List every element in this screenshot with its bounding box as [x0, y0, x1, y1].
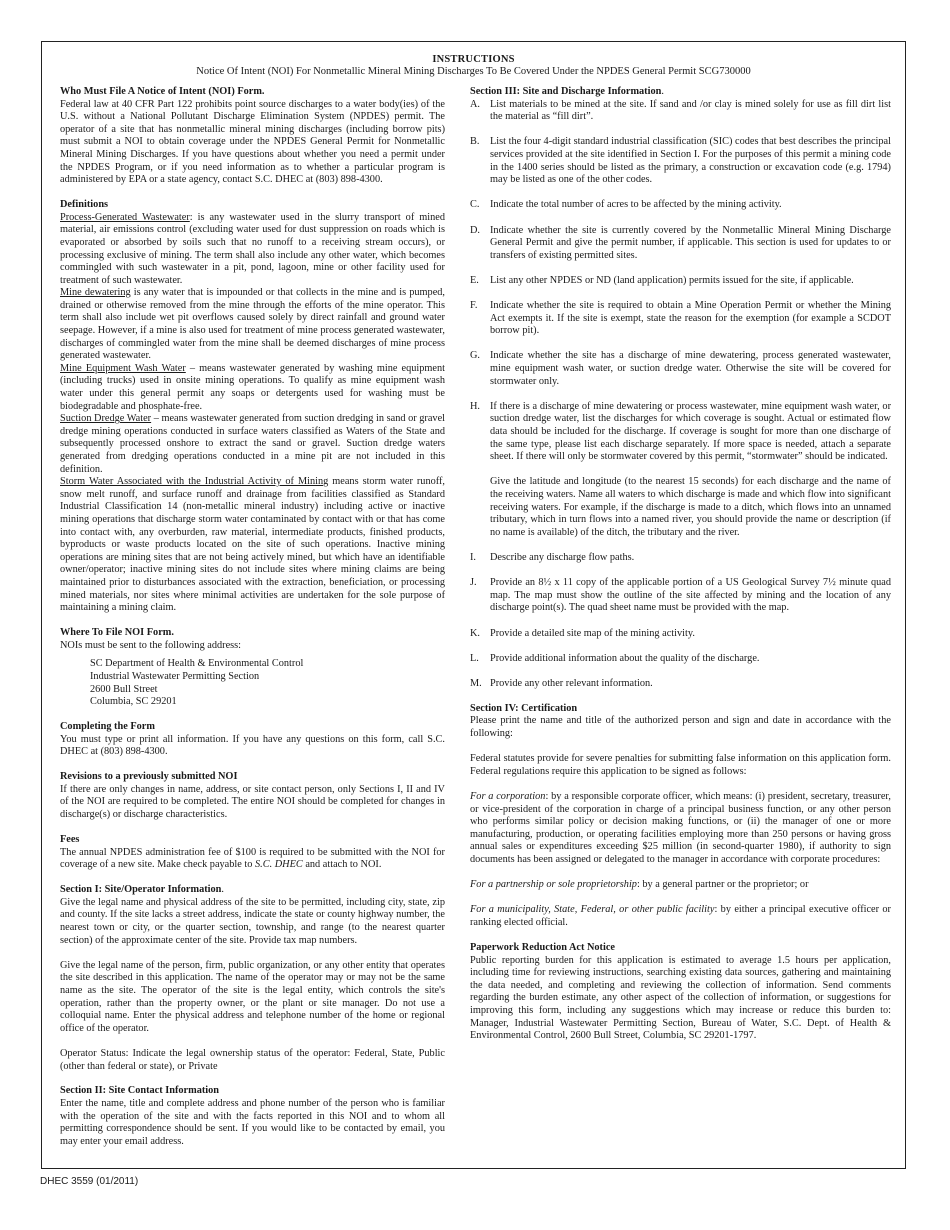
section-body: Federal law at 40 CFR Part 122 prohibits point source discharges to a water body(ies) of the U.S. without a National Pollutant Discharge Elimination System (NPDES) permit. The operator of a site that has nonmetallic mineral mining discharges (including borrow pits) must submit a NOI to obtain coverage under the NPDES General Permit for Nonmetallic Mineral Mining Discharges. If you have questions about whether you need a permit under the NPDES Program, or if you need information as to whether a particular program is administered by EPA or a state agency, contact S.C. DHEC at (803) 898-4300. [60, 98, 445, 186]
where-to-file-section [60, 627, 445, 709]
list-label: A. [470, 98, 481, 110]
form-number: DHEC 3559 (01/2011) [40, 1176, 139, 1187]
list-label: H. [470, 400, 481, 412]
section-body: Please print the name and title of the authorized person and sign and date in accordance with the following: [470, 715, 891, 740]
list-paragraph: If there is a discharge of mine dewatering or process wastewater, mine equipment wash water, or suction dredge water, list the discharges for which coverage is sought. Actual or estimated flow data should be included for the discharge. If coverage is sought for more than one discharge of the same type, please list each discharge separately. If more space is needed, attach a separate sheet. If there will only be stormwater covered by this permit, “stormwater” should be indicated. [490, 400, 891, 463]
section-body: If there are only changes in name, address, or site contact person, only Sections I, II and IV of the NOI are required to be completed. The entire NOI should be completed for changes in discharge(s) or discharge characteristics. [60, 783, 445, 821]
section-2 [60, 1085, 445, 1148]
list-label: E. [470, 274, 479, 286]
section-heading-text: Section I: Site/Operator Information [60, 884, 222, 896]
list-item [470, 552, 891, 565]
page-title: INSTRUCTIONS [432, 54, 515, 65]
list-item [470, 350, 891, 388]
list-item [470, 225, 891, 263]
paperwork-section [470, 942, 891, 1043]
definition-text: is any water that is impounded or that collects in the mine and is pumped, drained or otherwise removed from the mine through the efforts of the mine operator. This term shall also include wet pit overflows caused solely by direct rainfall and ground water seepage. However, if a mine is also used for treatment of mine process generated wastewater, discharges of commingled water from the mine shall be deemed discharges of mine process generated wastewater. [60, 287, 445, 362]
definition-term: Mine dewatering [60, 287, 131, 299]
definition-text: means storm water runoff, snow melt runoff, and surface runoff and drainage from facilities classified as Standard Industrial Classification 14 (non-metallic mineral industry) including active or inactive mining operations that discharge storm water contaminated by contact with or that has come into contact with, any overburden, raw material, intermediate products, finished products, byproducts or waste products located on the site of such operations. Inactive mining operations are mining sites that are not being actively mined, but which have an identifiable owner/operator; inactive mining sites do not include sites where mining claims are being maintained prior to disturbances associated with the extraction, beneficiation, or processing mined materials, nor sites where minimal activities are undertaken for the sole purpose of maintaining a mining claim. [60, 476, 445, 614]
section-heading: Where To File NOI Form. [60, 627, 174, 639]
list-label: J. [470, 577, 477, 589]
list-text: Indicate the total number of acres to be affected by the mining activity. [490, 199, 782, 211]
list-item [470, 275, 891, 288]
section-body: Give the legal name of the person, firm, public organization, or any other entity that operates the site described in this application. The name of the operator may or may not be the same name as the site. The operator of the site is the legal entity, which controls the site's operation, rather than the property owner, or the plant or site manager. Do not use a colloquial name. Enter the physical address and telephone number of the home or regional office of the operator. [60, 959, 445, 1034]
definition-text: : is any wastewater used in the slurry transport of mined material, air emissions control (excluding water used for dust suppression on roads which is evaporated or absorbed by soils such that no runoff to a receiving stream occurs), or processing exclusive of mining. The term shall also include any other water, which becomes commingled with such wastewater in a pit, pond, lagoon, mine or other facility used for treatment of such wastewater. [60, 211, 445, 286]
list-item [470, 136, 891, 186]
address-line: 2600 Bull Street [90, 683, 158, 695]
list-item [470, 678, 891, 691]
definition-term: Process-Generated Wastewater [60, 211, 190, 223]
list-item [470, 628, 891, 641]
section-body: NOIs must be sent to the following address: [60, 639, 242, 651]
section-heading: Who Must File A Notice of Intent (NOI) Form. [60, 86, 265, 97]
fees-text: The annual NPDES administration fee of $100 is required to be submitted with the NOI for coverage of a new site. Make check payable to [60, 846, 445, 871]
definition-term: Suction Dredge Water [60, 413, 152, 425]
list-text: Indicate whether the site is required to obtain a Mine Operation Permit or whether the Mining Act exempts it. If the site is exempt, state the reason for the exemption (for example a SCDOT borrow pit). [490, 300, 891, 337]
definition-text: – means wastewater generated from suction dredging in sand or gravel dredge mining operations conducted in surface waters classified as Waters of the State and subsequently processed onshore to extract the sand or gravel. Suction dredge waters generated from dredging operations conducted in a mine pit are not included in this definition. [60, 413, 445, 475]
section-heading: Section I: Site/Operator Information. [60, 884, 224, 896]
address-line: Industrial Wastewater Permitting Section [90, 670, 260, 682]
definition-text: – means wastewater generated by washing mine equipment (including trucks) used in onsite mining operations. To qualify as mine equipment wash water under this general permit any soaps or detergents used for washing must be biodegradable and phosphate-free. [60, 362, 445, 412]
section-heading: Definitions [60, 199, 109, 211]
signatory-corporation [470, 791, 891, 867]
list-text: Describe any discharge flow paths. [490, 551, 635, 563]
signatory-text: : by a responsible corporate officer, which means: (i) president, secretary, treasurer, or vice-president of the corporation in charge of a principal business function, or any other person who performs similar policy or decision making functions, or (ii) the manager of one or more manufacturing, production, or operating facilities employing more than 250 persons or having gross annual sales or expenditures exceeding $25 million (in second-quarter 1980), if authority to sign documents has been assigned or delegated to the manager in accordance with corporate procedures: [470, 791, 891, 866]
definition-item [60, 476, 445, 615]
list-text: Provide additional information about the quality of the discharge. [490, 652, 760, 664]
section-3 [470, 86, 891, 691]
section-body: You must type or print all information. If you have any questions on this form, call S.C. DHEC at (803) 898-4300. [60, 733, 445, 758]
fees-text: and attach to NOI. [302, 859, 382, 871]
list-text: Provide any other relevant information. [490, 677, 653, 689]
list-text [490, 401, 891, 540]
list-text: Indicate whether the site has a discharge of mine dewatering, process generated wastewater, mine equipment wash water, or suction dredge water. Otherwise the site will be covered for stormwater only. [490, 350, 891, 387]
section-4 [470, 703, 891, 930]
signatory-label: For a municipality, State, Federal, or other public facility [470, 904, 715, 916]
definitions-section [60, 199, 445, 615]
list-item [470, 300, 891, 338]
definition-term: Storm Water Associated with the Industrial Activity of Mining [60, 476, 329, 488]
definition-term: Mine Equipment Wash Water [60, 362, 186, 374]
definition-item [60, 363, 445, 413]
list-paragraph: Give the latitude and longitude (to the nearest 15 seconds) for each discharge and the name of the receiving waters. Name all waters to which discharge is made and which flow into significant receiving waters. For example, if the discharge is made to a ditch, which flows into an unnamed tributary, which in turn flows into a named river, you should provide the name or description (if no name is available) of the ditch, the tributary and the river. [490, 476, 891, 538]
list-text: List the four 4-digit standard industrial classification (SIC) codes that best describes the principal services provided at the site identified in Section I. For the purposes of this permit a mining code in the 1400 series should be listed as the primary, a construction or excavation code (e.g. 1794) may be listed as one of the other codes. [490, 136, 891, 186]
list-label: B. [470, 136, 480, 148]
section-heading-text: Section III: Site and Discharge Information [470, 86, 662, 97]
address-line: SC Department of Health & Environmental Control [90, 658, 304, 670]
signatory-partnership [470, 879, 891, 892]
list-item [470, 653, 891, 666]
list-text: List any other NPDES or ND (land application) permits issued for the site, if applicable. [490, 274, 854, 286]
list-label: I. [470, 551, 477, 563]
section-body: Public reporting burden for this application is estimated to average 1.5 hours per application, including time for reviewing instructions, searching existing data sources, gathering and maintaining the data needed, and completing and reviewing the collection of information. Send comments regarding the burden estimate, any other aspect of the collection of information, or suggestions for improving this form, including any suggestions which may increase or reduce this burden to: Manager, Industrial Wastewater Permitting Section, Bureau of Water, S.C. Dept. of Health & Environmental Control, 2600 Bull Street, Columbia, SC 29201-1797. [470, 954, 891, 1042]
list-item [470, 99, 891, 124]
fees-section [60, 834, 445, 872]
section-body: Operator Status: Indicate the legal ownership status of the operator: Federal, State, Public (other than federal or state), or Private [60, 1047, 445, 1072]
section-heading: Revisions to a previously submitted NOI [60, 771, 238, 783]
who-must-file-section [60, 86, 445, 187]
signatory-text: : by either a principal executive officer or ranking elected official. [470, 904, 891, 928]
completing-form-section [60, 721, 445, 759]
section-heading: Section III: Site and Discharge Information. [470, 86, 664, 97]
section-heading: Paperwork Reduction Act Notice [470, 941, 615, 953]
section-body: Give the legal name and physical address of the site to be permitted, including city, state, zip and county. If the site lacks a street address, indicate the state or county highway number, the nearest town or city, or the quarter section, township, and range (to the nearest quarter section) of the approximate center of the site. Provide tax map numbers. [60, 896, 445, 946]
section-heading: Completing the Form [60, 721, 155, 733]
list-text: List materials to be mined at the site. If sand and /or clay is mined solely for use as fill dirt list the material as “fill dirt”. [490, 98, 891, 123]
definition-item [60, 212, 445, 288]
mailing-address [90, 658, 445, 708]
left-column [60, 86, 445, 1161]
definition-item [60, 413, 445, 476]
revisions-section [60, 771, 445, 821]
list-text: Indicate whether the site is currently covered by the Nonmetallic Mineral Mining Discharge General Permit and give the permit number, if applicable. This section is used for updates to or transfers of existing permitted sites. [490, 224, 891, 261]
section-body [60, 847, 445, 872]
list-label: D. [470, 224, 481, 236]
signatory-label: For a corporation [470, 791, 546, 803]
section-body: Federal statutes provide for severe penalties for submitting false information on this application form. Federal regulations require this application to be signed as follows: [470, 753, 891, 777]
page-frame [41, 41, 906, 1169]
payee-name: S.C. DHEC [254, 859, 303, 871]
section-heading: Fees [60, 834, 80, 846]
right-column [470, 86, 891, 1055]
list-item [470, 401, 891, 540]
list-label: L. [470, 652, 479, 664]
address-line: Columbia, SC 29201 [90, 696, 177, 708]
list-label: K. [470, 627, 481, 639]
section-1 [60, 884, 445, 1073]
signatory-municipality [470, 904, 891, 929]
section-heading: Section IV: Certification [470, 702, 578, 714]
definition-item [60, 287, 445, 363]
page-subtitle: Notice Of Intent (NOI) For Nonmetallic Mineral Mining Discharges To Be Covered Under the NPDES General Permit SCG730000 [196, 66, 751, 77]
section-heading: Section II: Site Contact Information [60, 1085, 220, 1097]
signatory-text: : by a general partner or the proprietor; or [636, 879, 809, 891]
list-text: Provide an 8½ x 11 copy of the applicable portion of a US Geological Survey 7½ minute quad map. The map must show the outline of the site affected by mining and the location of any discharge point(s). The quad sheet name must be provided with the map. [490, 577, 891, 614]
list-item [470, 199, 891, 212]
list-label: C. [470, 199, 480, 211]
section-body: Enter the name, title and complete address and phone number of the person who is familiar with the operation of the site and with the facts reported in this NOI and to whom all permitting correspondence should be sent. If you would like to be contacted by email, you may enter your email address. [60, 1098, 445, 1147]
list-label: M. [470, 677, 482, 689]
list-item [470, 577, 891, 615]
list-label: G. [470, 350, 481, 362]
signatory-label: For a partnership or sole proprietorship [470, 879, 637, 891]
list-label: F. [470, 300, 478, 312]
list-text: Provide a detailed site map of the mining activity. [490, 627, 695, 639]
